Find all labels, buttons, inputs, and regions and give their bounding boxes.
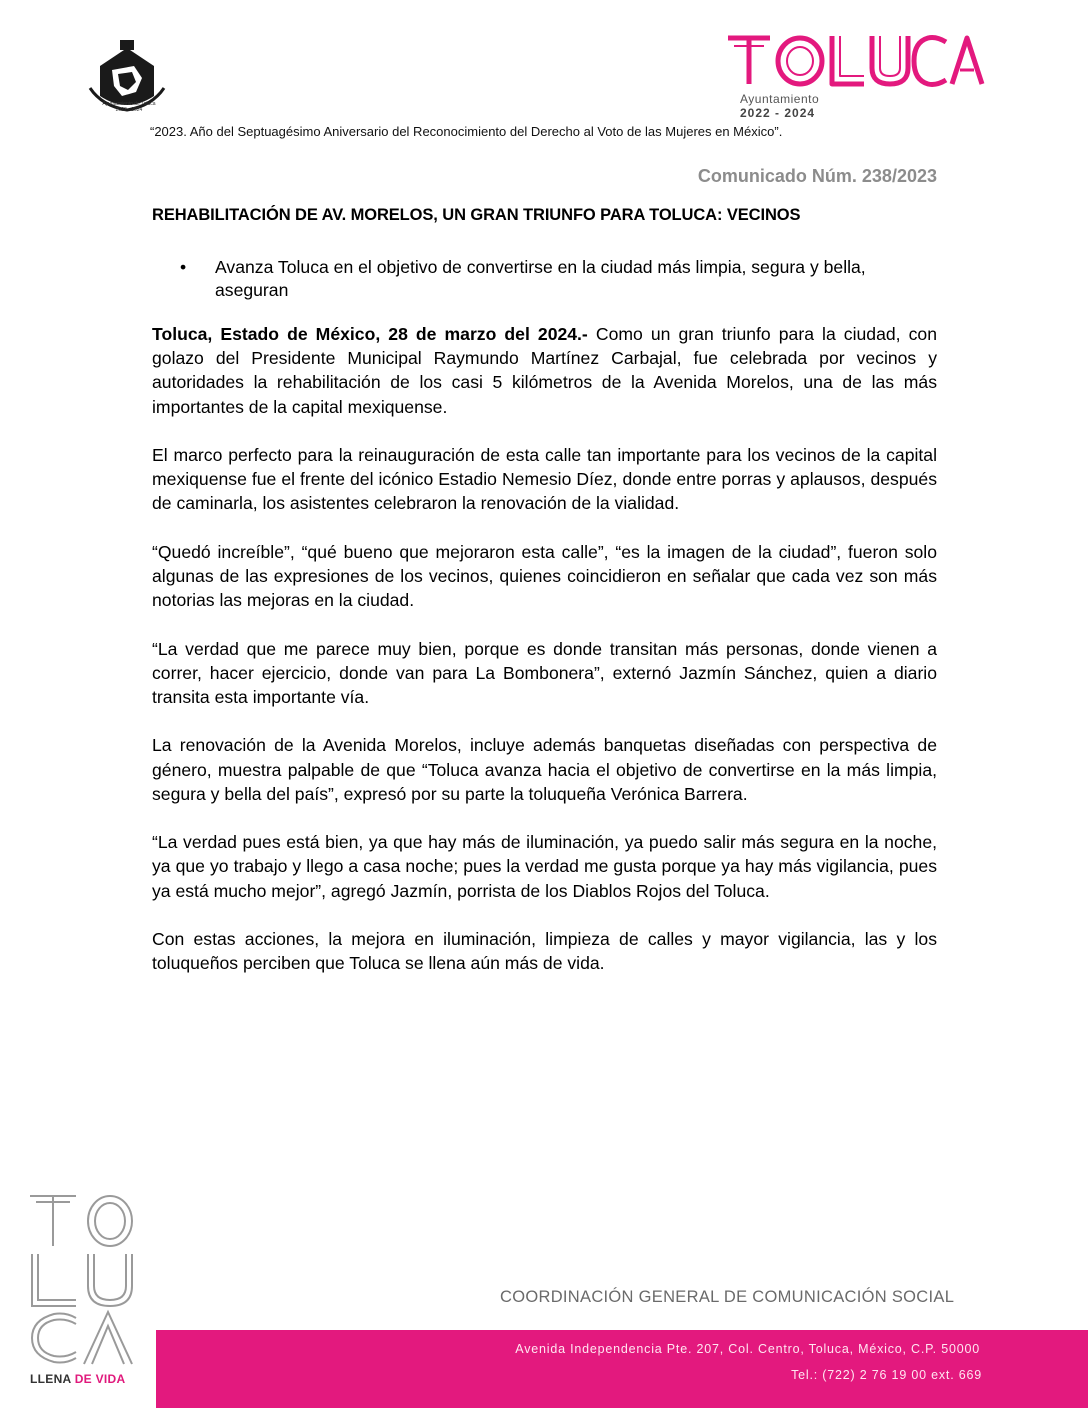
paragraph: Con estas acciones, la mejora en iluminación, limpieza de calles y mayor vigilancia, las y los toluqueños perciben que Toluca se llena aún más de vida. [152, 928, 937, 974]
headline: REHABILITACIÓN DE AV. MORELOS, UN GRAN TRIUNFO PARA TOLUCA: VECINOS [152, 206, 801, 224]
tagline-part2: DE VIDA [74, 1372, 126, 1386]
bullet-dot-icon: • [180, 257, 187, 277]
ayuntamiento-years: 2022 - 2024 [740, 106, 816, 120]
bullet-text: Avanza Toluca en el objetivo de convertirse en la ciudad más limpia, segura y bella, aseguran [215, 257, 866, 300]
ayuntamiento-label: Ayuntamiento [740, 92, 820, 106]
lead-text: Como un gran triunfo para la ciudad, con golazo del Presidente Municipal Raymundo Martínez Carbajal, fue celebrada por vecinos y autoridades la rehabilitación de los casi 5 kilómetros de la Avenida Morelos, una de las más importantes de la capital mexiquense. [152, 324, 937, 417]
comunicado-number: Comunicado Núm. 238/2023 [697, 166, 937, 186]
paragraph: “La verdad que me parece muy bien, porque es donde transitan más personas, donde vienen a correr, hacer ejercicio, donde van para La Bombonera”, externó Jazmín Sánchez, quien a diario transita esta importante vía. [152, 638, 937, 707]
article-body [152, 322, 937, 1000]
coordination-title: COORDINACIÓN GENERAL DE COMUNICACIÓN SOCIAL [500, 1288, 955, 1306]
paragraph: El marco perfecto para la reinauguración de esta calle tan importante para los vecinos de la capital mexiquense fue el frente del icónico Estadio Nemesio Díez, donde entre porras y aplausos, después de caminarla, los asistentes celebraron la renovación de la vialidad. [152, 445, 937, 514]
seal-caption-line1: Ayuntamiento de Toluca [102, 101, 156, 107]
footer-tagline [30, 1372, 125, 1386]
paragraph: La renovación de la Avenida Morelos, incluye además banquetas diseñadas con perspectiva de género, muestra palpable de que “Toluca avanza hacia el objetivo de convertirse en la más limpia, segura y bella del país”, expresó por su parte la toluqueña Verónica Barrera. [152, 735, 937, 804]
seal-caption [86, 101, 172, 113]
toluca-brand-logo [724, 30, 986, 90]
paragraph-lead [152, 322, 937, 419]
seal-caption-line2: 2022 - 2024 [115, 107, 143, 113]
year-motto: “2023. Año del Septuagésimo Aniversario del Reconocimiento del Derecho al Voto de las Mujeres en México”. [150, 124, 783, 139]
bullet-list [180, 256, 900, 302]
bullet-item [180, 256, 900, 302]
paragraph: “Quedó increíble”, “qué bueno que mejoraron esta calle”, “es la imagen de la ciudad”, fueron solo algunas de las expresiones de los vecinos, quienes coincidieron en señalar que cada vez son más notorias las mejoras en la ciudad. [152, 541, 937, 611]
tagline-part1: LLENA [30, 1372, 75, 1386]
paragraph: “La verdad pues está bien, ya que hay más de iluminación, ya puedo salir más segura en la noche, ya que yo trabajo y llego a casa noche; pues la verdad me gusta porque ya hay más vigilancia, pues ya está mucho mejor”, agregó Jazmín, porrista de los Diablos Rojos del Toluca. [152, 832, 937, 901]
footer-address: Avenida Independencia Pte. 207, Col. Centro, Toluca, México, C.P. 50000 [515, 1342, 980, 1356]
dateline: Toluca, Estado de México, 28 de marzo del 2024.- [152, 324, 588, 344]
footer-phone: Tel.: (722) 2 76 19 00 ext. 669 [791, 1368, 982, 1382]
toluca-stacked-logo [26, 1190, 138, 1366]
